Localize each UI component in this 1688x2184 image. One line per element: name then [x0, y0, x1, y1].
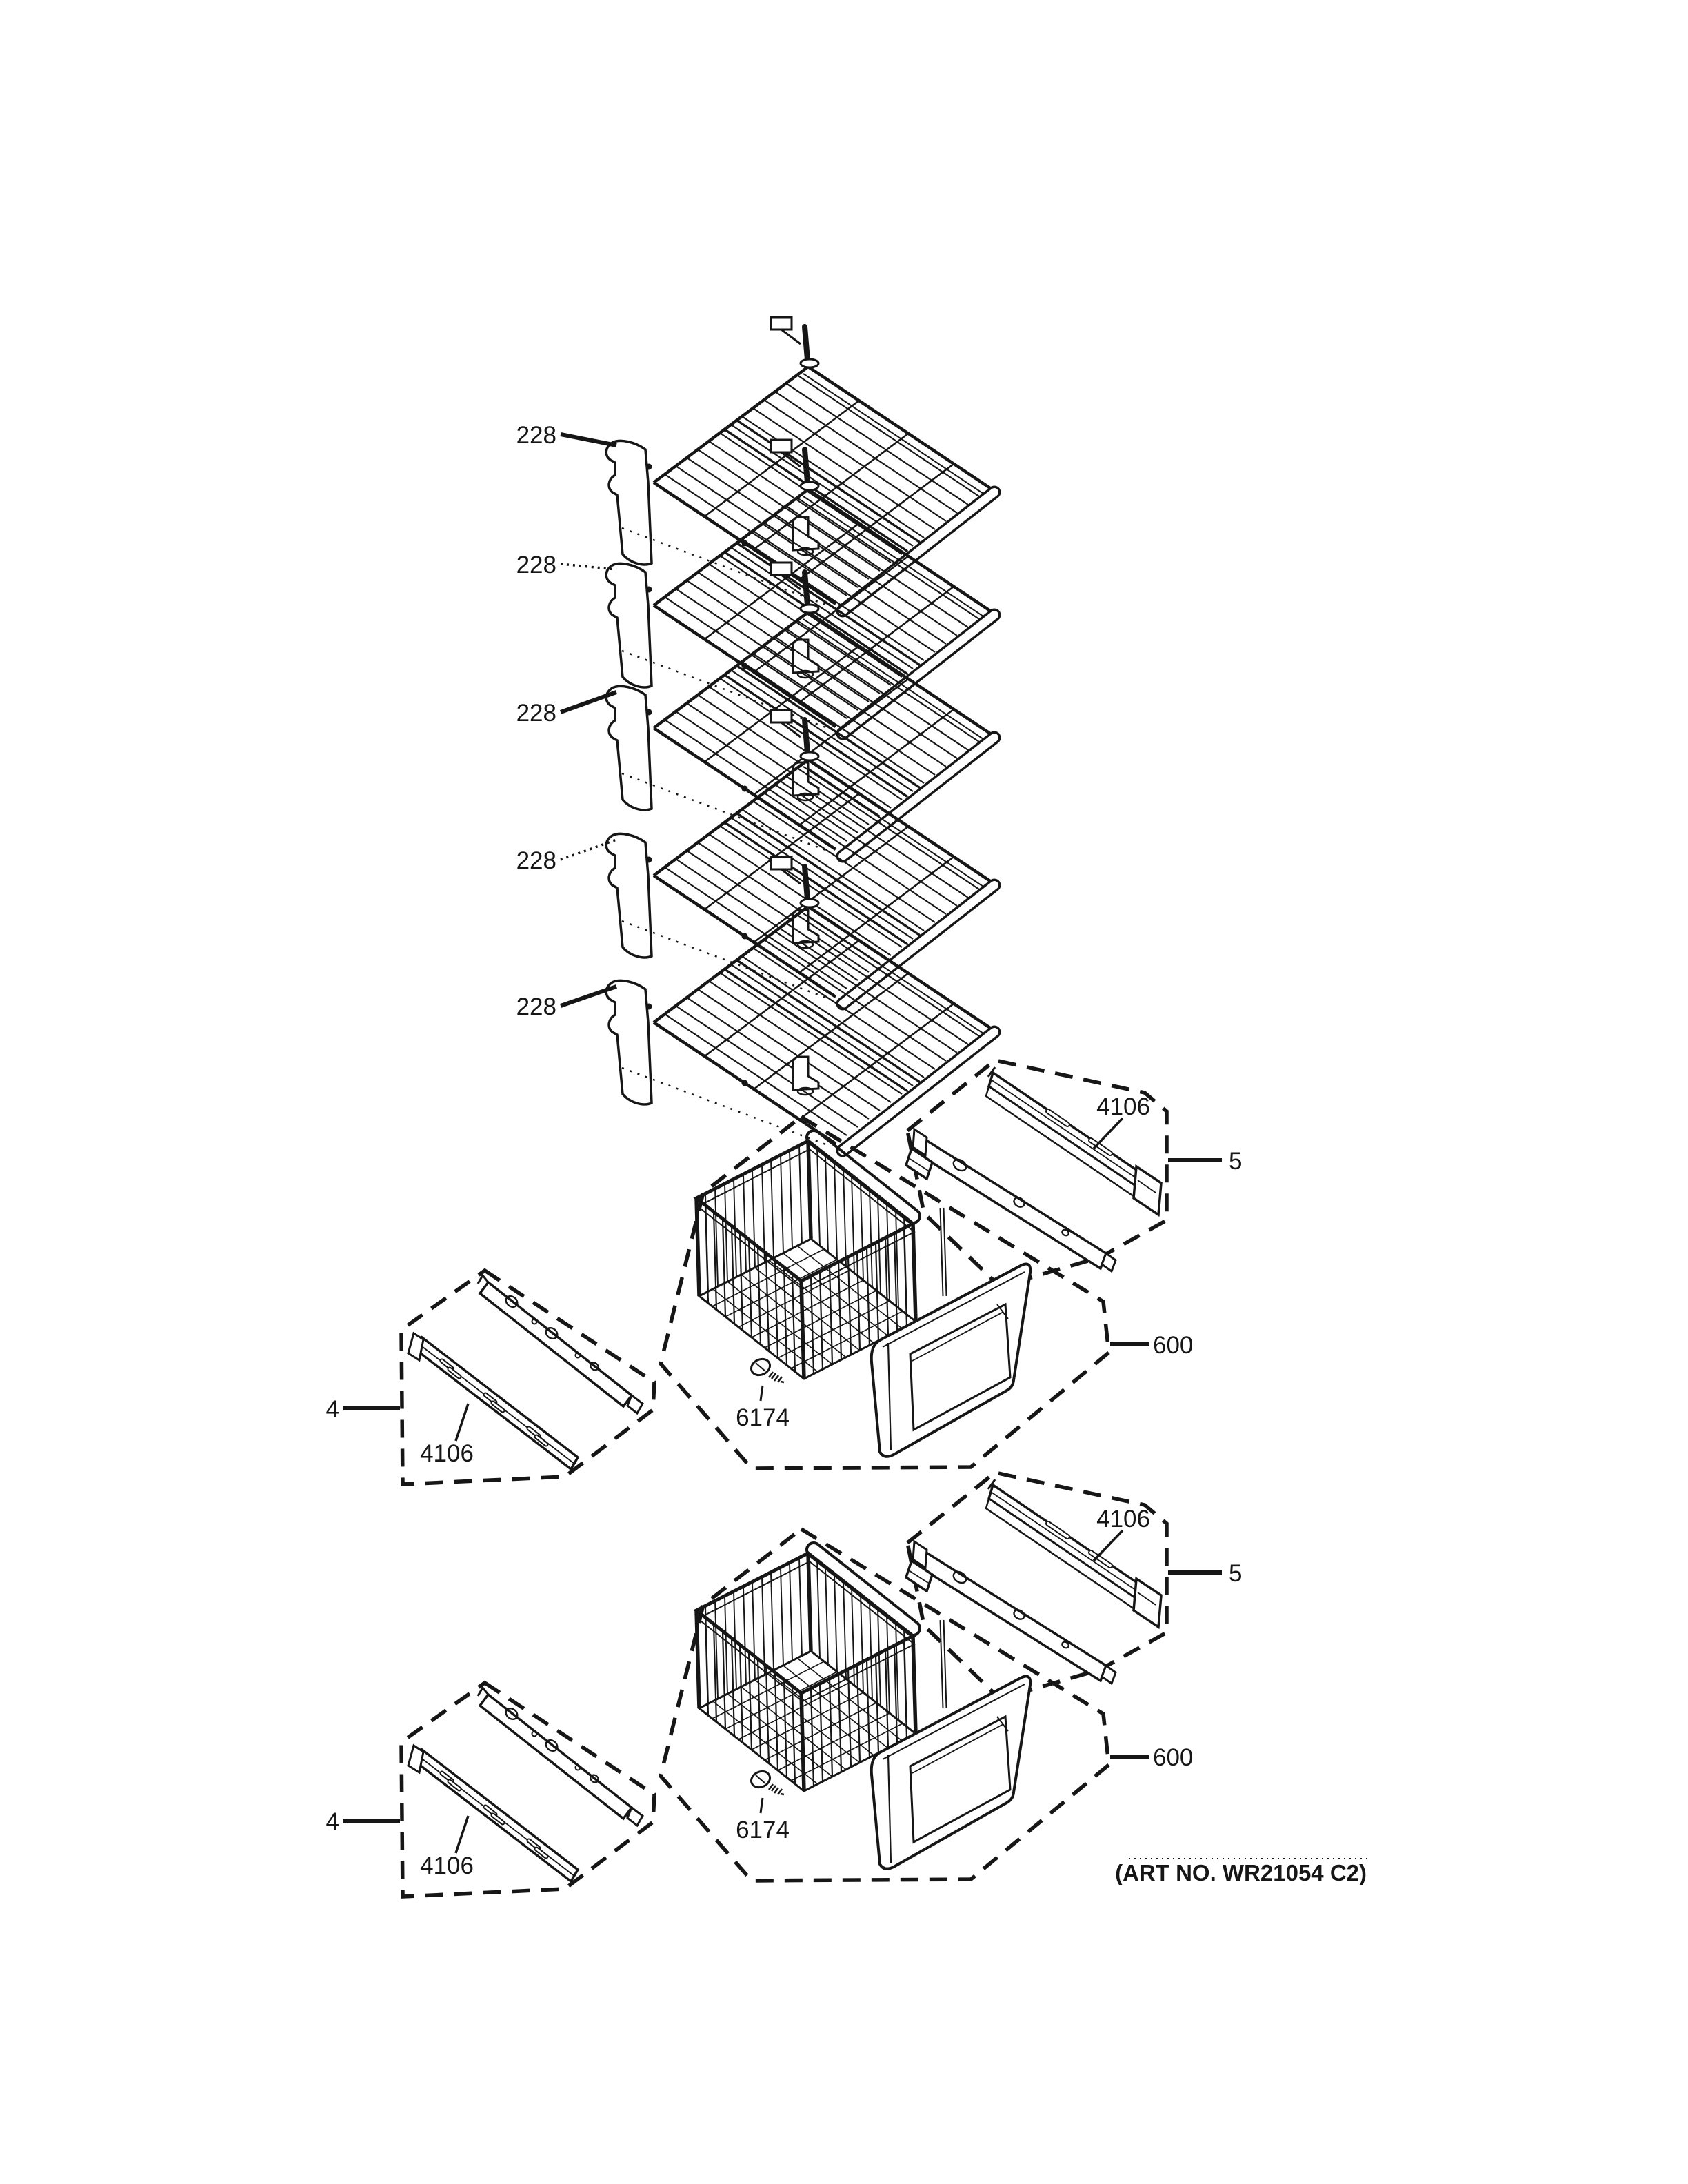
right-slide-rail-assembly-upper [906, 1060, 1222, 1286]
right-rail-assembly-label-lower: 5 [1229, 1560, 1243, 1587]
right-rail-assembly-label-upper: 5 [1229, 1148, 1243, 1175]
basket-assembly-label-lower: 600 [1153, 1744, 1194, 1771]
basket-assembly-label-upper: 600 [1153, 1332, 1194, 1359]
shelf-label-1: 228 [516, 422, 556, 449]
freezer-basket-assembly-lower [661, 1529, 1149, 1881]
left-slide-rail-assembly-upper [343, 1271, 654, 1484]
basket-screw-label-lower: 6174 [736, 1817, 790, 1843]
left-rail-part-label-lower: 4106 [420, 1852, 474, 1879]
shelf-label-5: 228 [516, 993, 556, 1020]
right-slide-rail-assembly-lower [906, 1473, 1222, 1699]
left-rail-part-label-upper: 4106 [420, 1440, 474, 1467]
left-rail-assembly-label-lower: 4 [325, 1808, 339, 1835]
shelf-label-3: 228 [516, 700, 556, 727]
right-rail-part-label-lower: 4106 [1096, 1506, 1150, 1533]
freezer-basket-assembly-upper [661, 1117, 1149, 1468]
left-slide-rail-assembly-lower [343, 1683, 654, 1897]
shelf-leader-1 [561, 434, 616, 445]
shelf-label-4: 228 [516, 847, 556, 874]
art-no-label: (ART NO. WR21054 C2) [1115, 1860, 1367, 1885]
shelf-label-2: 228 [516, 552, 556, 578]
basket-screw-label-upper: 6174 [736, 1404, 790, 1431]
wire-shelf-4 [606, 710, 994, 1004]
left-rail-assembly-label-upper: 4 [325, 1396, 339, 1423]
right-rail-part-label-upper: 4106 [1096, 1093, 1150, 1120]
